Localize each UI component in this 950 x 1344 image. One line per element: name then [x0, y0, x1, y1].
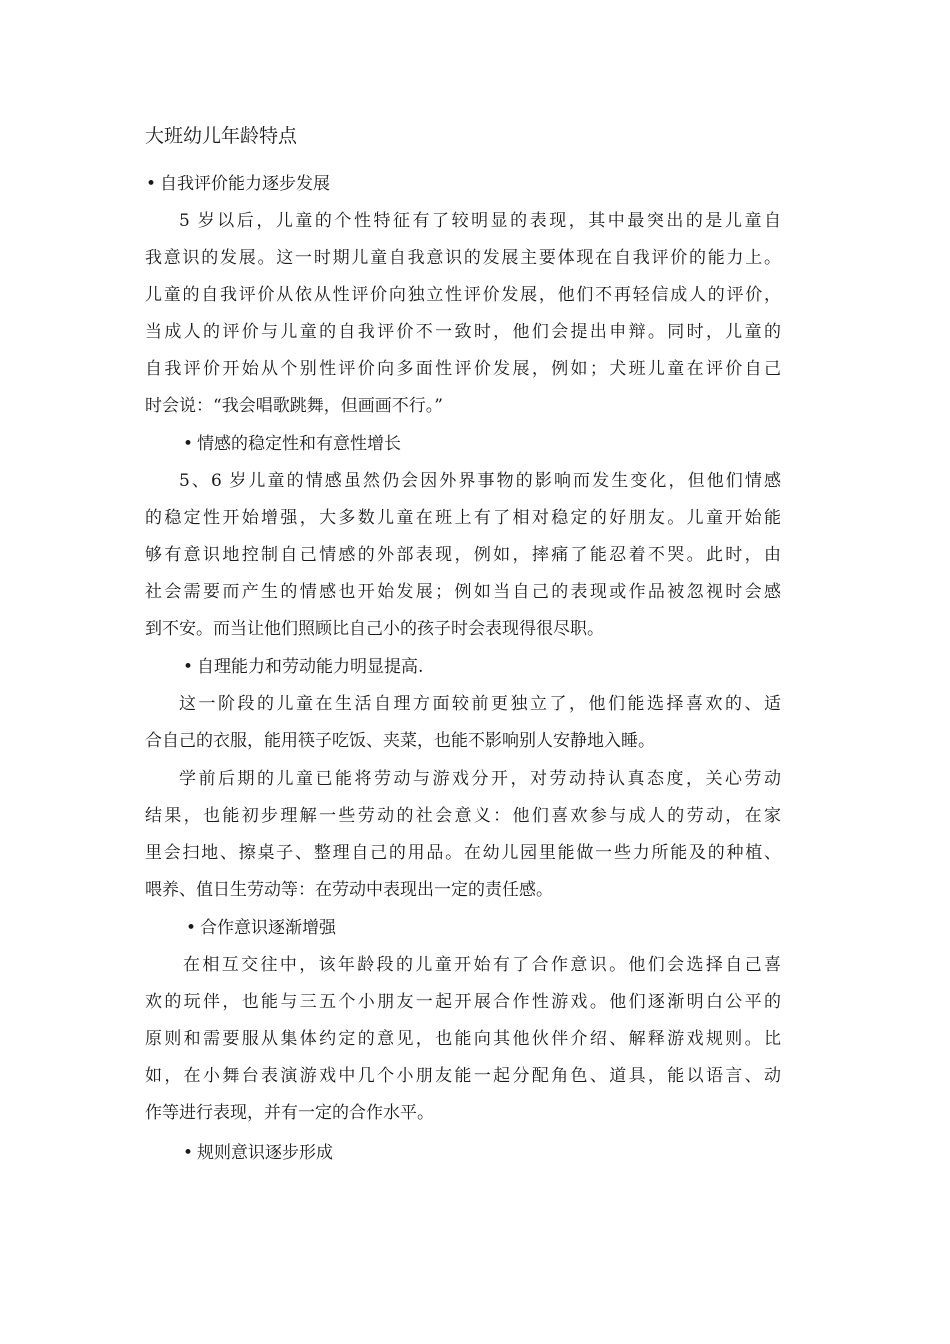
paragraph: [145, 463, 781, 648]
paragraph-line: 如，在小舞台表演游戏中几个小朋友能一起分配角色、道具，能以语言、动: [145, 1066, 781, 1086]
paragraph-line: 合自己的衣服，能用筷子吃饭、夹菜，也能不影响别人安静地入睡。: [145, 731, 655, 751]
section-heading-text: 自理能力和劳动能力明显提高.: [197, 657, 424, 677]
paragraph-line: 儿童的自我评价从依从性评价向独立性评价发展，他们不再轻信成人的评价，: [145, 285, 781, 305]
paragraph-line: 欢的玩伴，也能与三五个小朋友一起开展合作性游戏。他们逐渐明白公平的: [145, 992, 781, 1012]
bullet-icon: •: [186, 918, 197, 938]
paragraph-line: 学前后期的儿童已能将劳动与游戏分开，对劳动持认真态度，关心劳动: [179, 769, 781, 789]
paragraph-line: 自我评价开始从个别性评价向多面性评价发展，例如；犬班儿童在评价自己: [145, 359, 781, 379]
paragraph-line: 喂养、值日生劳动等：在劳动中表现出一定的责任感。: [145, 880, 553, 900]
paragraph-line: 5、6 岁儿童的情感虽然仍会因外界事物的影响而发生变化，但他们情感: [179, 471, 781, 491]
bullet-icon: •: [183, 434, 194, 454]
section-heading-text: 情感的稳定性和有意性增长: [197, 434, 402, 454]
paragraph-line: 够有意识地控制自己情感的外部表现，例如，摔痛了能忍着不哭。此时，由: [145, 545, 781, 565]
paragraph: [145, 761, 781, 909]
section-heading-text: 规则意识逐步形成: [197, 1143, 334, 1163]
paragraph-line: 结果，也能初步理解一些劳动的社会意义：他们喜欢参与成人的劳动，在家: [145, 806, 781, 826]
paragraph-line: 的稳定性开始增强，大多数儿童在班上有了相对稳定的好朋友。儿童开始能: [145, 508, 781, 528]
paragraph-line: 里会扫地、擦桌子、整理自己的用品。在幼儿园里能做一些力所能及的种植、: [145, 843, 781, 863]
section-heading: [186, 916, 336, 940]
paragraph-line: 时会说：“我会唱歌跳舞，但画画不行。”: [145, 396, 443, 416]
paragraph-line: 5 岁以后，儿童的个性特征有了较明显的表现，其中最突出的是儿童自: [179, 211, 781, 231]
paragraph-line: 当成人的评价与儿童的自我评价不一致时，他们会提出申辩。同时，儿童的: [145, 322, 781, 342]
section-heading: [183, 432, 401, 456]
section-heading-text: 合作意识逐渐增强: [200, 918, 337, 938]
section-heading: [183, 1141, 333, 1165]
section-heading-text: 自我评价能力逐步发展: [160, 174, 331, 194]
section-heading: [183, 655, 423, 679]
paragraph-line: 到不安。而当让他们照顾比自己小的孩子时会表现得很尽职。: [145, 619, 604, 639]
document-title: 大班幼儿年龄特点: [145, 125, 298, 147]
section-heading: [146, 172, 330, 196]
paragraph-line: 原则和需要服从集体约定的意见，也能向其他伙伴介绍、解释游戏规则。比: [145, 1029, 781, 1049]
paragraph: [145, 947, 781, 1132]
paragraph-line: 这一阶段的儿童在生活自理方面较前更独立了，他们能选择喜欢的、适: [179, 694, 781, 714]
bullet-icon: •: [183, 1143, 194, 1163]
paragraph: [145, 203, 781, 425]
paragraph-line: 在相互交往中，该年龄段的儿童开始有了合作意识。他们会选择自己喜: [183, 955, 781, 975]
paragraph-line: 作等进行表现，并有一定的合作水平。: [145, 1103, 434, 1123]
paragraph-line: 我意识的发展。这一时期儿童自我意识的发展主要体现在自我评价的能力上。: [145, 248, 781, 268]
paragraph-line: 社会需要而产生的情感也开始发展；例如当自己的表现或作品被忽视时会感: [145, 582, 781, 602]
paragraph: [145, 686, 781, 760]
bullet-icon: •: [183, 657, 194, 677]
bullet-icon: •: [146, 174, 157, 194]
